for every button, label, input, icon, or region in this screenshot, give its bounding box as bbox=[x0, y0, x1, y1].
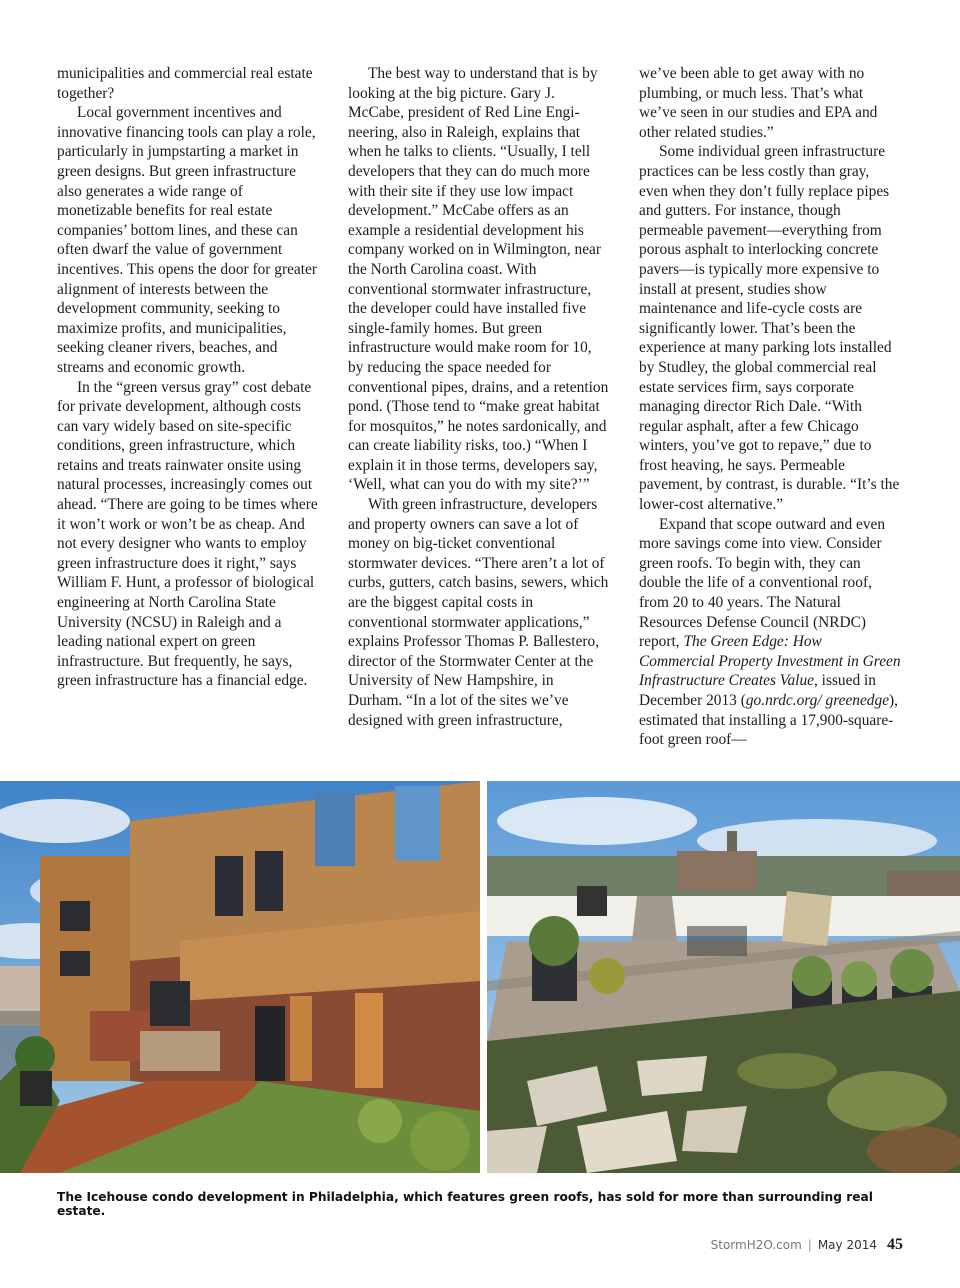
text-run: Expand that scope outward and even more savings come into view. Consider green roofs. To begin with, they can double the life of a conventional roof, from 20 to 40 years. The Natural Resources Defense Council (NRDC) report, bbox=[639, 515, 886, 651]
roof-illustration bbox=[487, 781, 960, 1173]
paragraph: Some individual green infrastructure practices can be less costly than gray, even when they don’t fully replace pipes and gutters. For instance, though permeable pavement—everything from porous asphalt to interlocking concrete pavers—is typically more expensive to install at present, studies show maintenance and life-cycle costs are significantly lower. That’s been the experience at many parking lots installed by Studley, the global commercial real estate services firm, says corporate managing director Rich Dale. “With regular asphalt, after a few Chicago winters, you’ve got to repave,” due to frost heaving, he says. Permeable pavement, by contrast, is durable. “It’s the lower-cost alternative.” bbox=[639, 143, 900, 514]
icehouse-building-photo bbox=[0, 781, 480, 1173]
report-url: go.nrdc.org/ greenedge bbox=[745, 692, 890, 709]
building-illustration bbox=[0, 781, 480, 1173]
column-1 bbox=[57, 64, 319, 764]
page-number: 45 bbox=[887, 1236, 903, 1253]
paragraph: In the “green versus gray” cost debate for private development, although costs can vary widely based on site-specific conditions, green infrastructure, which retains and treats rainwater onsite using natural processes, increasingly comes out ahead. “There are going to be times where it won’t work or won’t be as cheap. And not every designer who wants to employ green infrastructure does it right,” says William F. Hunt, a professor of biological engineering at North Carolina State University (NCSU) in Raleigh and a leading national expert on green infrastructure. But frequently, he says, green infrastructure has a financial edge. bbox=[57, 378, 318, 690]
photo-row bbox=[0, 781, 960, 1173]
footer-separator: | bbox=[807, 1238, 812, 1252]
paragraph bbox=[639, 515, 901, 750]
report-title: The Green Edge: How Commercial Property Investment in Green Infrastructure Creates Value bbox=[639, 633, 901, 690]
paragraph: Local government incentives and innovative financing tools can play a role, particularly in jumpstarting a market in green designs. But green infrastructure also generates a wide range of monetizable benefits for real estate companies’ bottom lines, and these can often dwarf the value of government incentives. This opens the door for greater alignment of interests between the development community, seeking to maximize profits, and municipalities, seeking cleaner rivers, beaches, and streams and economic growth. bbox=[57, 104, 317, 376]
paragraph: The best way to understand that is by looking at the big picture. Gary J. McCabe, president of Red Line Engineering, also in Raleigh, explains that when he talks to clients. “Usually, I tell developers that they can do much more with their site if they use low impact development.” McCabe offers as an example a residential development his company worked on in Wilmington, near the North Carolina coast. With conventional stormwater infrastructure, the developer could have installed five single-family homes. But green infrastructure would make room for 10, by reducing the space needed for conventional pipes, drains, and a retention pond. (Those tend to “make great habitat for mosquitos,” he notes sardonically, and can create liability risks, too.) “When I explain it in those terms, developers say, ‘Well, what can you do with my site?’” bbox=[348, 65, 609, 494]
photo-caption: The Icehouse condo development in Philadelphia, which features green roofs, has sold for more than surrounding real estate. bbox=[57, 1190, 873, 1218]
green-roof-photo bbox=[487, 781, 960, 1173]
footer-site: StormH2O.com bbox=[710, 1238, 802, 1252]
article-columns bbox=[57, 64, 901, 764]
column-2 bbox=[348, 64, 610, 764]
paragraph: With green infrastructure, developers and property owners can save a lot of money on big-ticket conventional stormwater devices. “There aren’t a lot of curbs, gutters, catch basins, sewers, which are the biggest capital costs in conventional stormwater applications,” explains Professor Thomas P. Ballestero, director of the Stormwater Center at the University of New Hampshire, in Durham. “In a lot of the sites we’ve designed with green infrastructure, bbox=[348, 496, 609, 729]
paragraph: municipalities and commercial real estate together? bbox=[57, 65, 313, 102]
page-footer bbox=[711, 1236, 903, 1254]
paragraph: we’ve been able to get away with no plumbing, or much less. That’s what we’ve seen in our studies and EPA and other related studies.” bbox=[639, 65, 878, 141]
column-3 bbox=[639, 64, 901, 764]
text-run: ), estimated that installing a 17,900-square-foot green roof— bbox=[639, 692, 899, 749]
footer-issue-date: May 2014 bbox=[817, 1238, 877, 1252]
text-run: , issued in December 2013 ( bbox=[639, 672, 876, 709]
